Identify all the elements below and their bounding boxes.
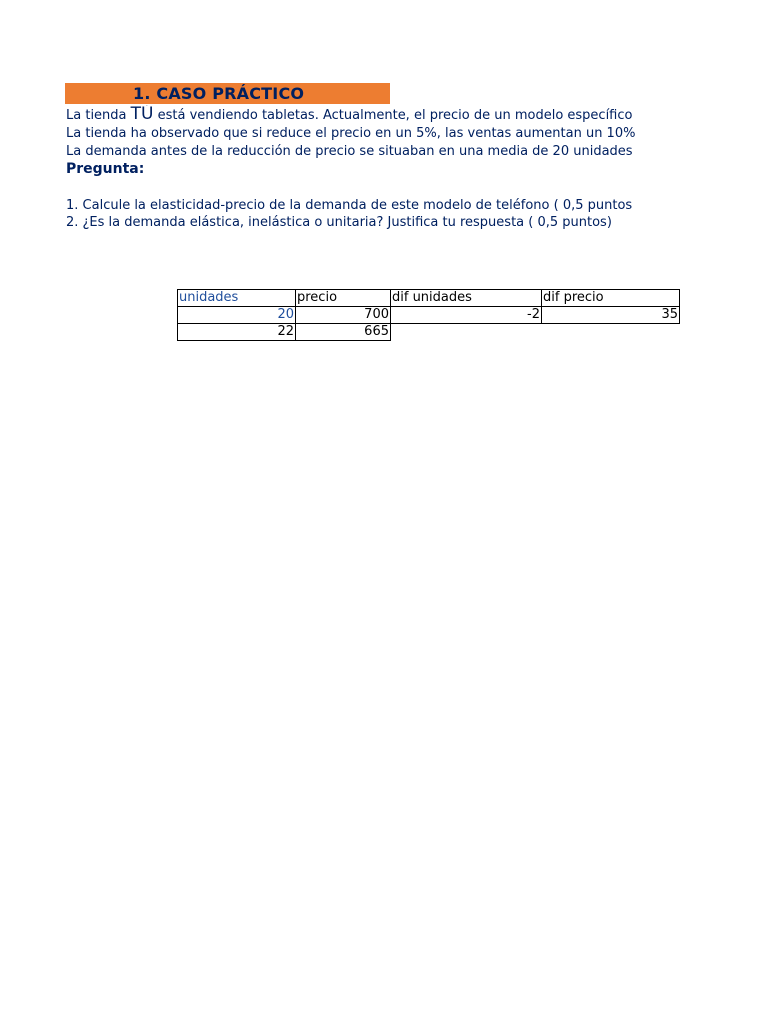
paragraph-line-3: La demanda antes de la reducción de precio se situaban en una media de 20 unidades	[66, 144, 633, 159]
header-precio[interactable]: precio	[296, 290, 391, 307]
cell-precio[interactable]: 665	[296, 324, 391, 341]
table-row	[178, 307, 680, 324]
cell-dif-precio[interactable]: 35	[542, 307, 680, 324]
table-header-row	[178, 290, 680, 307]
question-1: 1. Calcule la elasticidad-precio de la demanda de este modelo de teléfono ( 0,5 puntos	[66, 198, 633, 213]
page-title: 1. CASO PRÁCTICO	[133, 84, 305, 103]
cell-unidades[interactable]: 20	[178, 307, 296, 324]
question-2: 2. ¿Es la demanda elástica, inelástica o unitaria? Justifica tu respuesta ( 0,5 puntos)	[66, 215, 612, 230]
header-dif-precio[interactable]: dif precio	[542, 290, 680, 307]
data-table	[177, 289, 680, 341]
table-row	[178, 324, 680, 341]
cell-dif-precio[interactable]	[542, 324, 680, 341]
cell-dif-unidades[interactable]	[391, 324, 542, 341]
title-banner	[65, 83, 390, 104]
question-heading: Pregunta:	[66, 161, 145, 177]
cell-dif-unidades[interactable]: -2	[391, 307, 542, 324]
paragraph-line-2: La tienda ha observado que si reduce el precio en un 5%, las ventas aumentan un 10%	[66, 126, 636, 141]
cell-precio[interactable]: 700	[296, 307, 391, 324]
paragraph-line-1-rest: está vendiendo tabletas. Actualmente, el precio de un modelo específico	[153, 108, 633, 123]
paragraph-line-1-prefix: La tienda	[66, 108, 131, 123]
brand-name: TÚ	[130, 105, 154, 124]
paragraph-line-1	[66, 105, 679, 125]
header-unidades[interactable]: unidades	[178, 290, 296, 307]
cell-unidades[interactable]: 22	[178, 324, 296, 341]
header-dif-unidades[interactable]: dif unidades	[391, 290, 542, 307]
